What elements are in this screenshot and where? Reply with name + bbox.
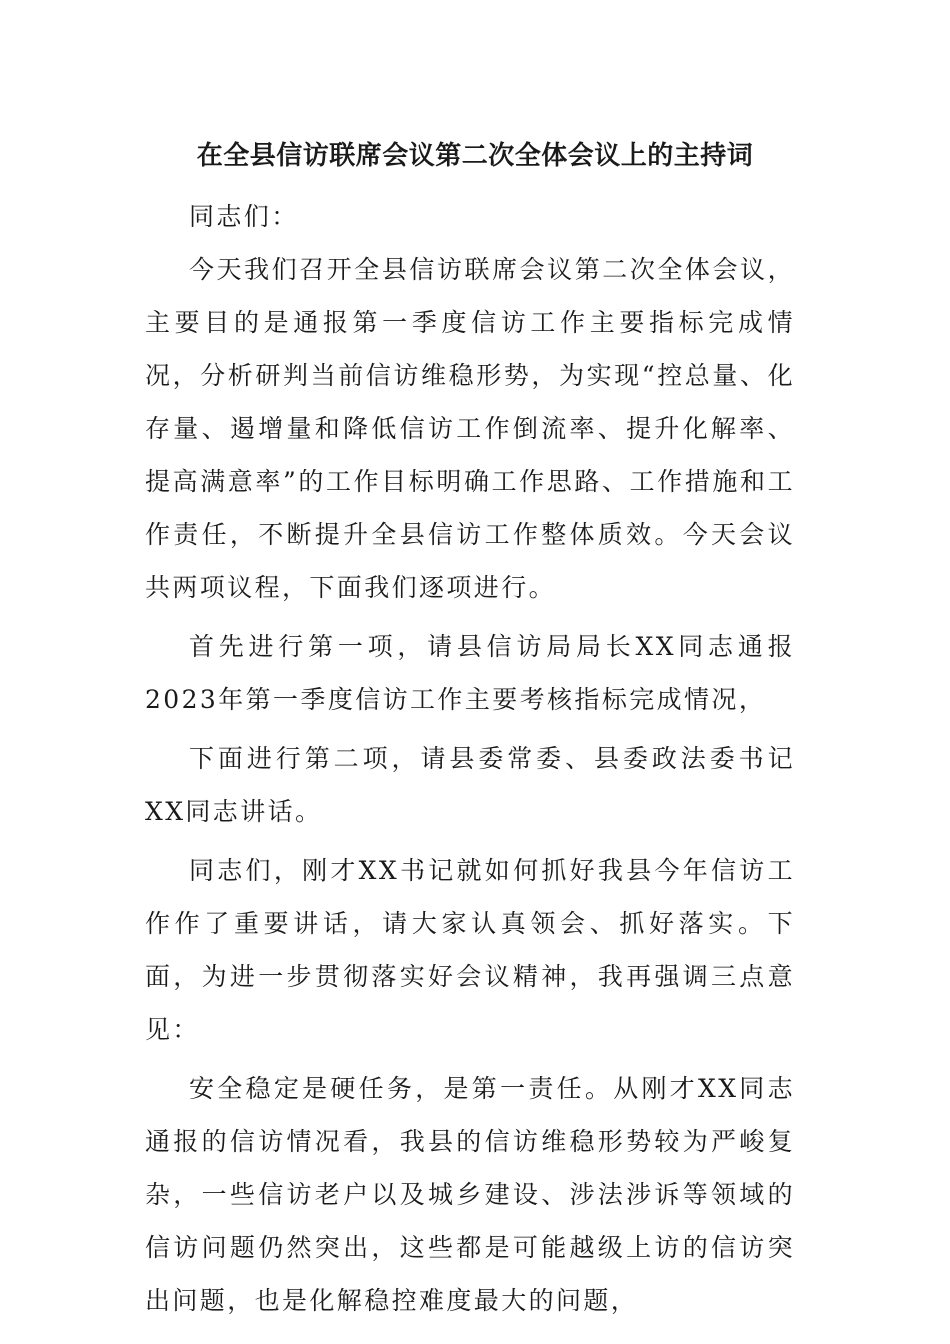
paragraph-agenda-item-1: 首先进行第一项，请县信访局局长XX同志通报2023年第一季度信访工作主要考核指标完成情况，: [145, 632, 795, 714]
document-body: [145, 190, 795, 1333]
paragraph-closing-intro: 同志们，刚才XX书记就如何抓好我县今年信访工作作了重要讲话，请大家认真领会、抓好落实。下面，为进一步贯彻落实好会议精神，我再强调三点意见：: [145, 856, 795, 1044]
paragraph-opening: 今天我们召开全县信访联席会议第二次全体会议，主要目的是通报第一季度信访工作主要指标完成情况，分析研判当前信访维稳形势，为实现“控总量、化存量、遏增量和降低信访工作倒流率、提升化解率、提高满意率”的工作目标明确工作思路、工作措施和工作责任，不断提升全县信访工作整体质效。今天会议共两项议程，下面我们逐项进行。: [145, 255, 795, 602]
paragraph-point-1: 安全稳定是硬任务，是第一责任。从刚才XX同志通报的信访情况看，我县的信访维稳形势较为严峻复杂，一些信访老户以及城乡建设、涉法涉诉等领域的信访问题仍然突出，这些都是可能越级上访的信访突出问题，也是化解稳控难度最大的问题，: [145, 1074, 795, 1315]
paragraph-agenda-item-2: 下面进行第二项，请县委常委、县委政法委书记XX同志讲话。: [145, 744, 795, 826]
document-title: 在全县信访联席会议第二次全体会议上的主持词: [196, 141, 754, 171]
greeting: 同志们：: [189, 202, 299, 231]
